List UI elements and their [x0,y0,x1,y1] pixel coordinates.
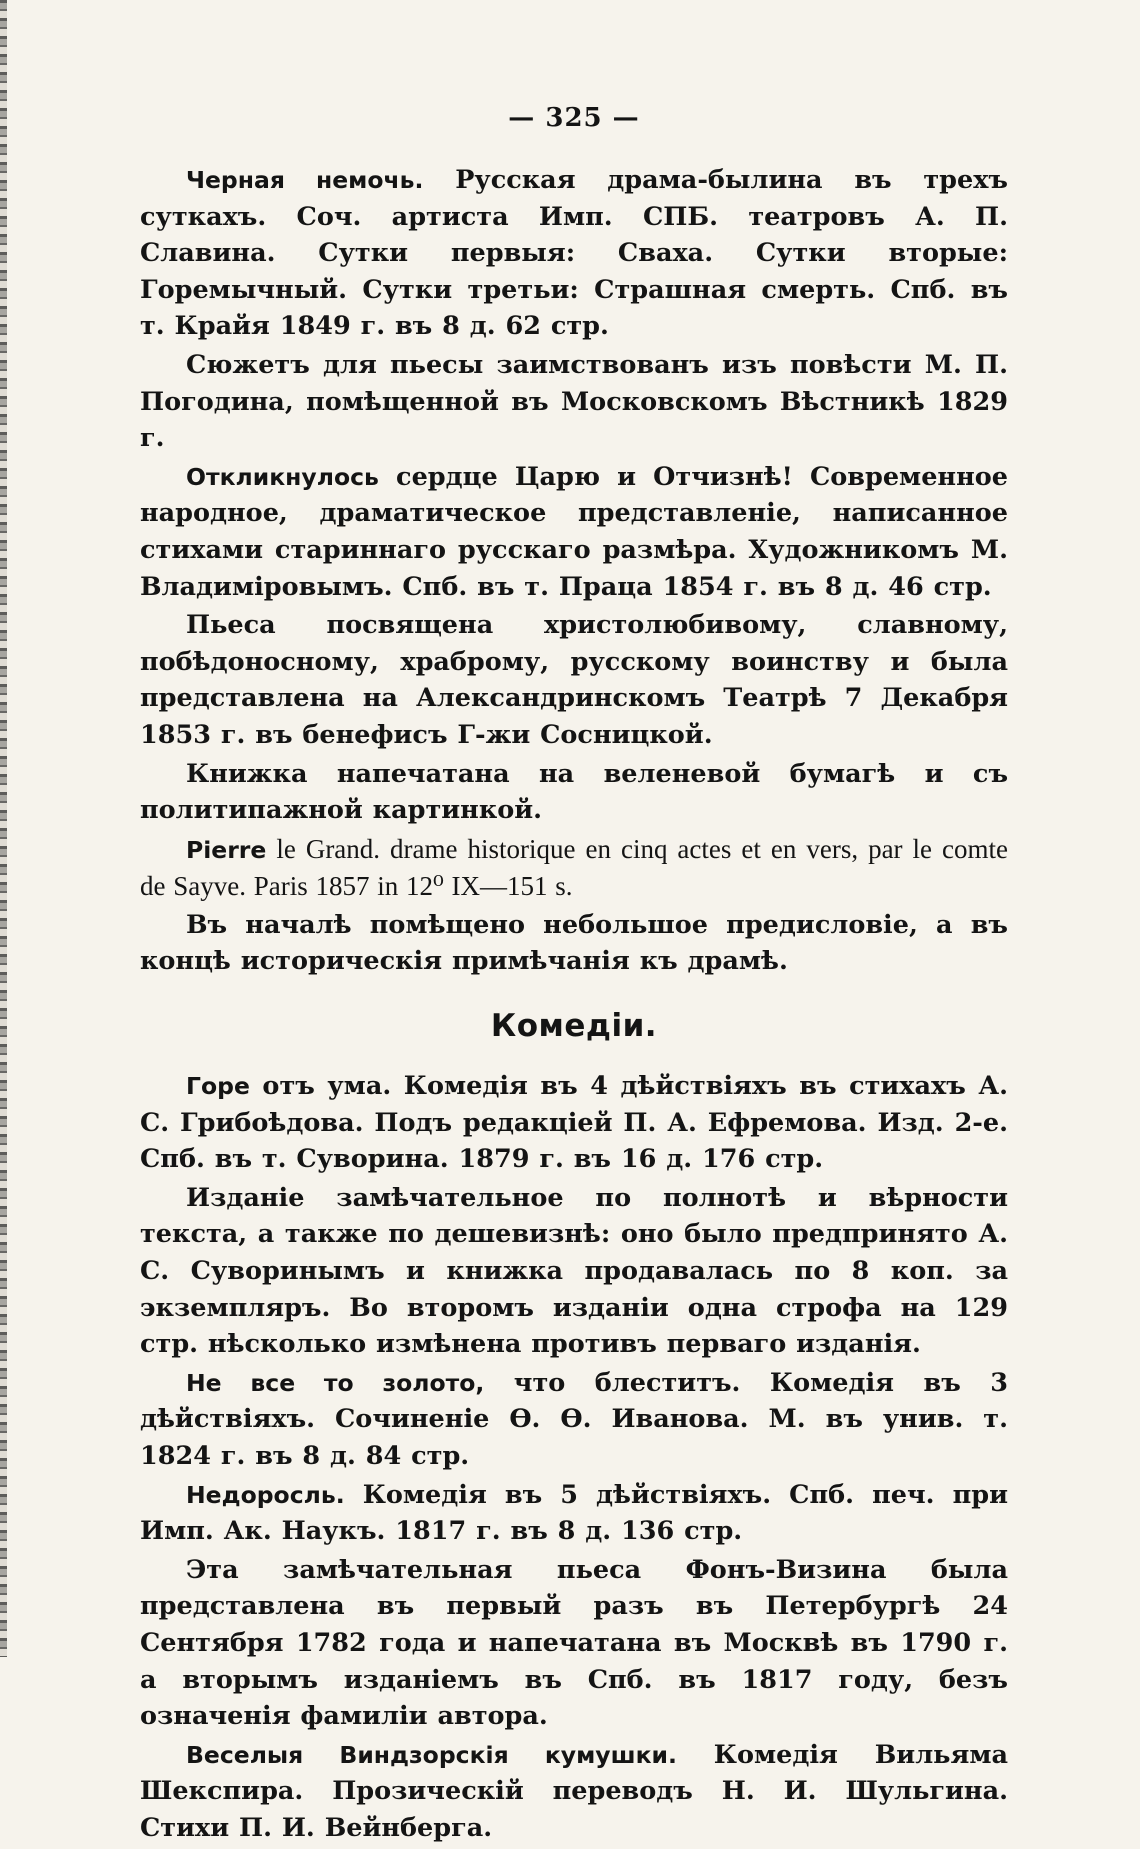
entry-paragraph [140,1477,1008,1550]
page-number: — 325 — [508,103,640,133]
entry-paragraph [140,162,1008,345]
entry-paragraph [140,1737,1008,1847]
entry-text: что блеститъ. Комедія въ 3 дѣйствіяхъ. Сочиненіе Ѳ. Ѳ. Иванова. М. въ унив. т. 1824 г. въ 8 д. 84 стр. [140,1367,1008,1471]
entry-text: le Grand. drame historique en cinq actes et en vers, par le comte de Sayve. Paris 1857 in 12⁰ IX—151 s. [140,833,1008,902]
book-page [140,96,1008,1849]
entry-title: Веселыя Виндзорскія кумушки. [186,1740,677,1769]
entry-text: отъ ума. Комедія въ 4 дѣйствіяхъ въ стихахъ А. С. Грибоѣдова. Подъ редакціей П. А. Ефремова. Изд. 2-е. Спб. въ т. Суворина. 1879 г. въ 16 д. 176 стр. [140,1071,1008,1175]
entry-title: Горе [186,1072,250,1101]
entry-title: Pierre [186,835,267,864]
entry-title: Откликнулось [186,462,379,491]
entry-title: Недоросль. [186,1480,345,1509]
entry-title: Черная немочь. [186,166,424,194]
entry-note: Эта замѣчательная пьеса Фонъ-Визина была представлена въ первый разъ въ Петербургѣ 24 Сентября 1782 года и напечатана въ Москвѣ въ 1790 г. а вторымъ изданіемъ въ Спб. въ 1817 году, безъ означенія фамиліи автора. [140,1554,1008,1732]
section-heading: Комедіи. [490,1008,658,1045]
entry-text: сердце Царю и Отчизнѣ! Современное народное, драматическое представленіе, написанное стихами стариннаго русскаго размѣра. Художникомъ М. Владиміровымъ. Спб. въ т. Праца 1854 г. въ 8 д. 46 стр. [140,461,1008,602]
entry-paragraph [140,459,1008,605]
entry-text: Комедія въ 5 дѣйствіяхъ. Спб. печ. при Имп. Ак. Наукъ. 1817 г. въ 8 д. 136 стр. [140,1479,1008,1547]
entry-paragraph [140,831,1008,905]
entry-note: Изданіе замѣчательное по полнотѣ и вѣрности текста, а также по дешевизнѣ: оно было предпринято А. С. Суворинымъ и книжка продавалась по 8 коп. за экземпляръ. Во второмъ изданіи одна строфа на 129 стр. нѣсколько измѣнена противъ перваго изданія. [140,1182,1008,1360]
entry-note: Пьеса посвящена христолюбивому, славному, побѣдоносному, храброму, русскому воинству и была представлена на Александринскомъ Театрѣ 7 Декабря 1853 г. въ бенефисъ Г-жи Сосницкой. [140,610,1008,750]
entry-title: Не все то золото, [186,1368,485,1397]
entry-note: Книжка напечатана на веленевой бумагѣ и съ политипажной картинкой. [140,758,1008,826]
entry-text: Русская драма-былина въ трехъ суткахъ. Соч. артиста Имп. СПБ. театровъ А. П. Славина. Сутки первыя: Сваха. Сутки вторые: Горемычный. Сутки третьи: Страшная смерть. Спб. въ т. Крайя 1849 г. въ 8 д. 62 стр. [140,165,1008,342]
binding-edge [0,0,7,1657]
entry-paragraph [140,1068,1008,1178]
entry-note: Сюжетъ для пьесы заимствованъ изъ повѣсти М. П. Погодина, помѣщенной въ Московскомъ Вѣстникѣ 1829 г. [140,349,1008,454]
entry-note: Въ началѣ помѣщено небольшое предисловіе, а въ концѣ историческія примѣчанія къ драмѣ. [140,909,1008,977]
entry-paragraph [140,1365,1008,1475]
entry-text: Комедія Вильяма Шекспира. Прозическій переводъ Н. И. Шульгина. Стихи П. И. Вейнберга. [140,1739,1008,1843]
